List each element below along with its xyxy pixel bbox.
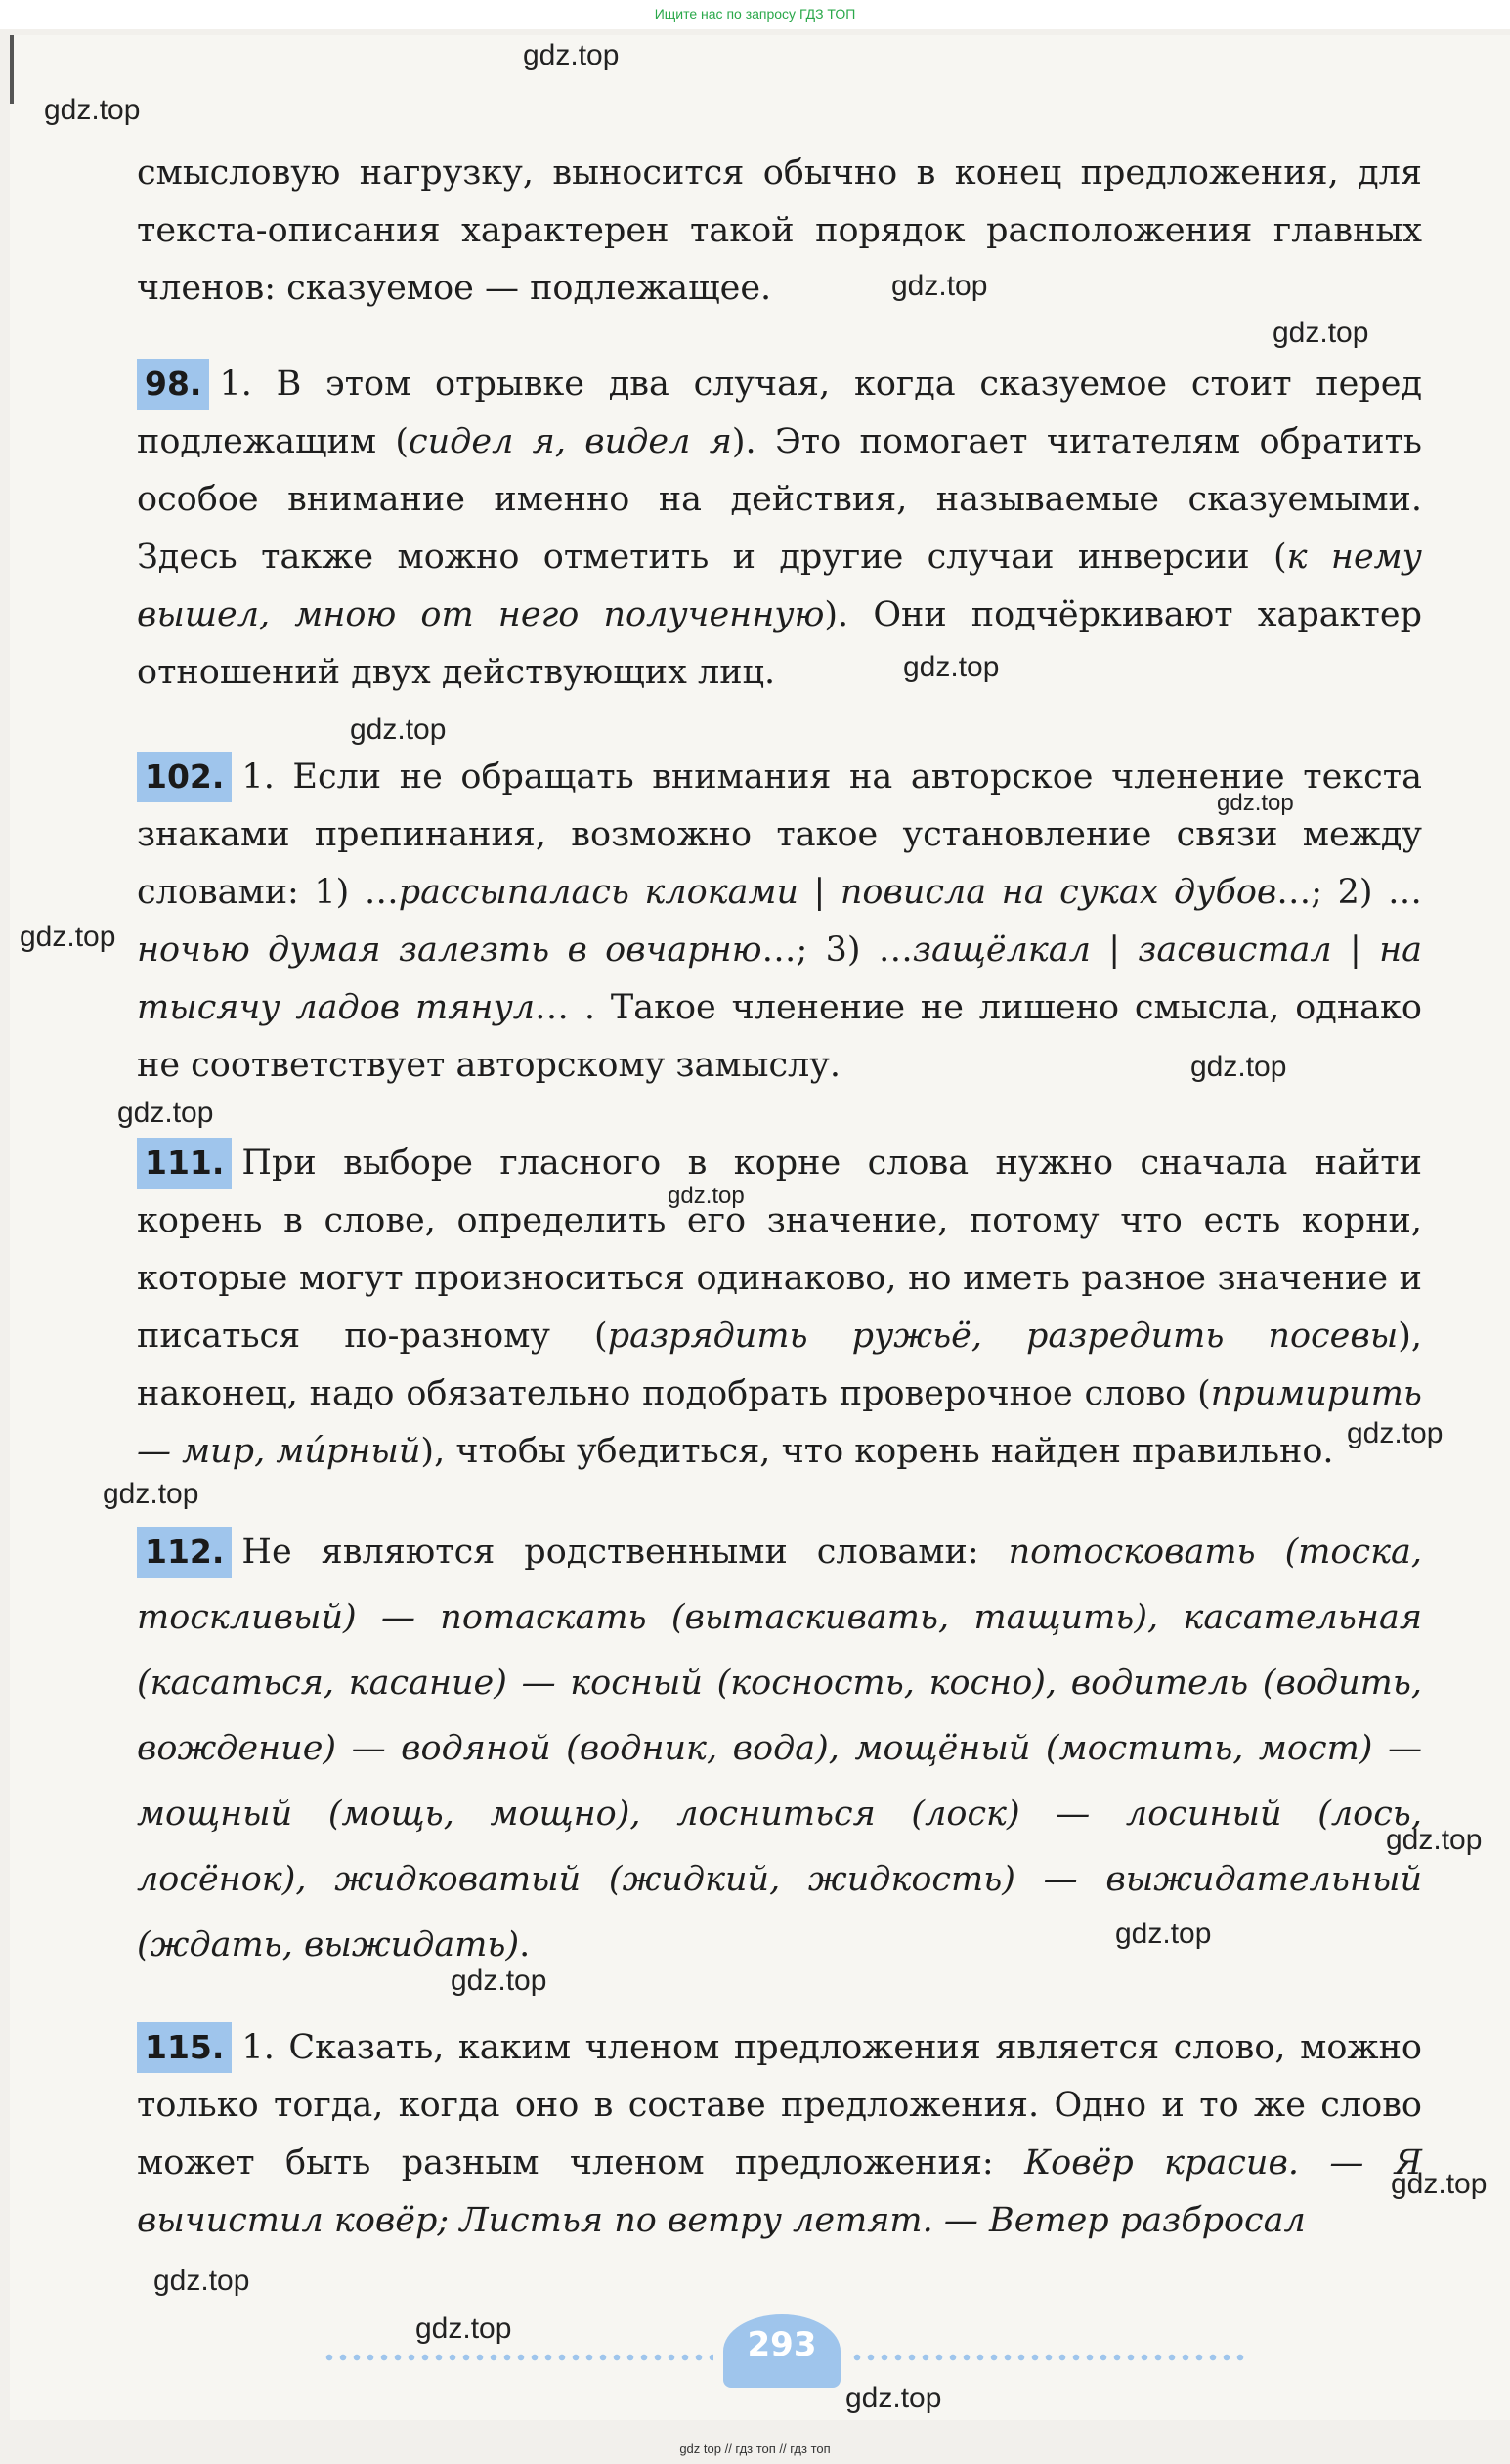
paragraph-98-italic-2: к нему вышел, мною от него полученную — [137, 538, 1422, 634]
watermark: gdz.top — [20, 921, 116, 953]
watermark: gdz.top — [451, 1965, 547, 1997]
paragraph-102-part-a: 1. Если не обращать внимания на авторское членение текста знаками препинания, возможно такое установление связи между словами: 1) … — [137, 757, 1422, 912]
paragraph-112-part-b: . — [519, 1925, 531, 1965]
watermark: gdz.top — [891, 270, 988, 302]
paragraph-111-italic-1: разрядить ружьё, разредить посевы — [607, 1317, 1399, 1356]
dotted-rule-left — [323, 2354, 713, 2361]
top-notice: Ищите нас по запросу ГДЗ ТОП — [0, 0, 1510, 29]
page-number: 293 — [723, 2314, 841, 2388]
watermark: gdz.top — [1391, 2168, 1488, 2200]
paragraph-intro — [137, 145, 1422, 318]
watermark: gdz.top — [350, 713, 447, 746]
paragraph-102-part-c: …; 3) … — [761, 930, 913, 970]
paragraph-intro-text: смысловую нагрузку, выносится обычно в конец предложения, для текста-описания характерен такой порядок расположения главных членов: сказуемое — подлежащее. — [137, 153, 1422, 308]
paragraph-115-part-a: 1. Сказать, каким членом предложения является слово, можно только тогда, когда оно в составе предложения. Одно и то же слово может быть разным членом предложения: — [137, 2028, 1422, 2183]
paragraph-111-italic-2: примирить — мир, ми́рный — [137, 1374, 1422, 1471]
watermark: gdz.top — [1347, 1417, 1444, 1449]
paragraph-112-part-a: Не являются родственными словами: — [241, 1533, 1009, 1572]
watermark: gdz.top — [1273, 317, 1369, 349]
watermark: gdz.top — [845, 2382, 942, 2414]
watermark: gdz.top — [117, 1097, 214, 1129]
exercise-number-98: 98. — [137, 359, 209, 410]
watermark: gdz.top — [668, 1183, 745, 1209]
paragraph-102-italic-1: рассыпалась клоками | повисла на суках дубов — [398, 873, 1277, 912]
paragraph-98-italic-1: сидел я, видел я — [409, 422, 732, 461]
paragraph-102-part-b: …; 2) … — [1276, 873, 1423, 912]
watermark: gdz.top — [1115, 1918, 1212, 1950]
watermark: gdz.top — [103, 1478, 199, 1510]
paragraph-98 — [137, 356, 1422, 702]
watermark: gdz.top — [1190, 1051, 1287, 1083]
paragraph-98-part-c: ). Они подчёркивают характер отношений двух действующих лиц. — [137, 595, 1422, 692]
exercise-number-102: 102. — [137, 752, 232, 802]
paragraph-98-part-a: 1. В этом отрывке два случая, когда сказуемое стоит перед подлежащим ( — [137, 365, 1422, 461]
watermark: gdz.top — [1386, 1824, 1483, 1856]
paragraph-112-italic-1: потосковать (тоска, тоскливый) — потаскать (вытаскивать, тащить), касательная (касаться, касание) — косный (косность, косно), водитель (водить, вождение) — водяной (водник, вода), мощёный (мостить, мост) — мощный (мощь, мощно), лосниться (лоск) — лосиный (лось, лосёнок), жидковатый (жидкий, жидкость) — выжидательный (ждать, выжидать) — [137, 1533, 1422, 1965]
exercise-number-111: 111. — [137, 1138, 232, 1189]
dotted-rule-right — [850, 2354, 1246, 2361]
paragraph-111 — [137, 1135, 1422, 1481]
paragraph-112 — [137, 1520, 1422, 1978]
paragraph-102-italic-3: защёлкал | засвистал | на тысячу ладов тянул — [137, 930, 1423, 1027]
watermark: gdz.top — [415, 2313, 512, 2345]
page-edge-line — [10, 35, 14, 104]
watermark: gdz.top — [44, 94, 141, 126]
exercise-number-112: 112. — [137, 1527, 232, 1578]
paragraph-98-part-b: ). Это помогает читателям обратить особое внимание именно на действия, называемые сказуемыми. Здесь также можно отметить и другие случаи инверсии ( — [137, 422, 1422, 577]
paragraph-111-part-c: ), чтобы убедиться, что корень найден правильно. — [420, 1432, 1334, 1471]
paragraph-111-part-a: При выборе гласного в корне слова нужно сначала найти корень в слове, определить его значение, потому что есть корни, которые могут произноситься одинаково, но иметь разное значение и писаться по-разному ( — [137, 1144, 1422, 1356]
paragraph-111-part-b: ), наконец, надо обязательно подобрать проверочное слово ( — [137, 1317, 1423, 1413]
exercise-number-115: 115. — [137, 2022, 232, 2073]
paragraph-115 — [137, 2019, 1422, 2250]
watermark: gdz.top — [523, 39, 620, 71]
paragraph-102-part-d: … . Такое членение не лишено смысла, однако не соответствует авторскому замыслу. — [137, 988, 1422, 1085]
paragraph-102-italic-2: ночью думая залезть в овчарню — [137, 930, 762, 970]
bottom-notice: gdz top // гдз топ // гдз топ — [679, 2442, 831, 2456]
watermark: gdz.top — [1217, 790, 1294, 816]
watermark: gdz.top — [903, 651, 1000, 683]
paragraph-115-italic-1: Ковёр красив. — Я вычистил ковёр; Листья по ветру летят. — Ветер разбросал — [137, 2143, 1422, 2240]
watermark: gdz.top — [153, 2265, 250, 2297]
